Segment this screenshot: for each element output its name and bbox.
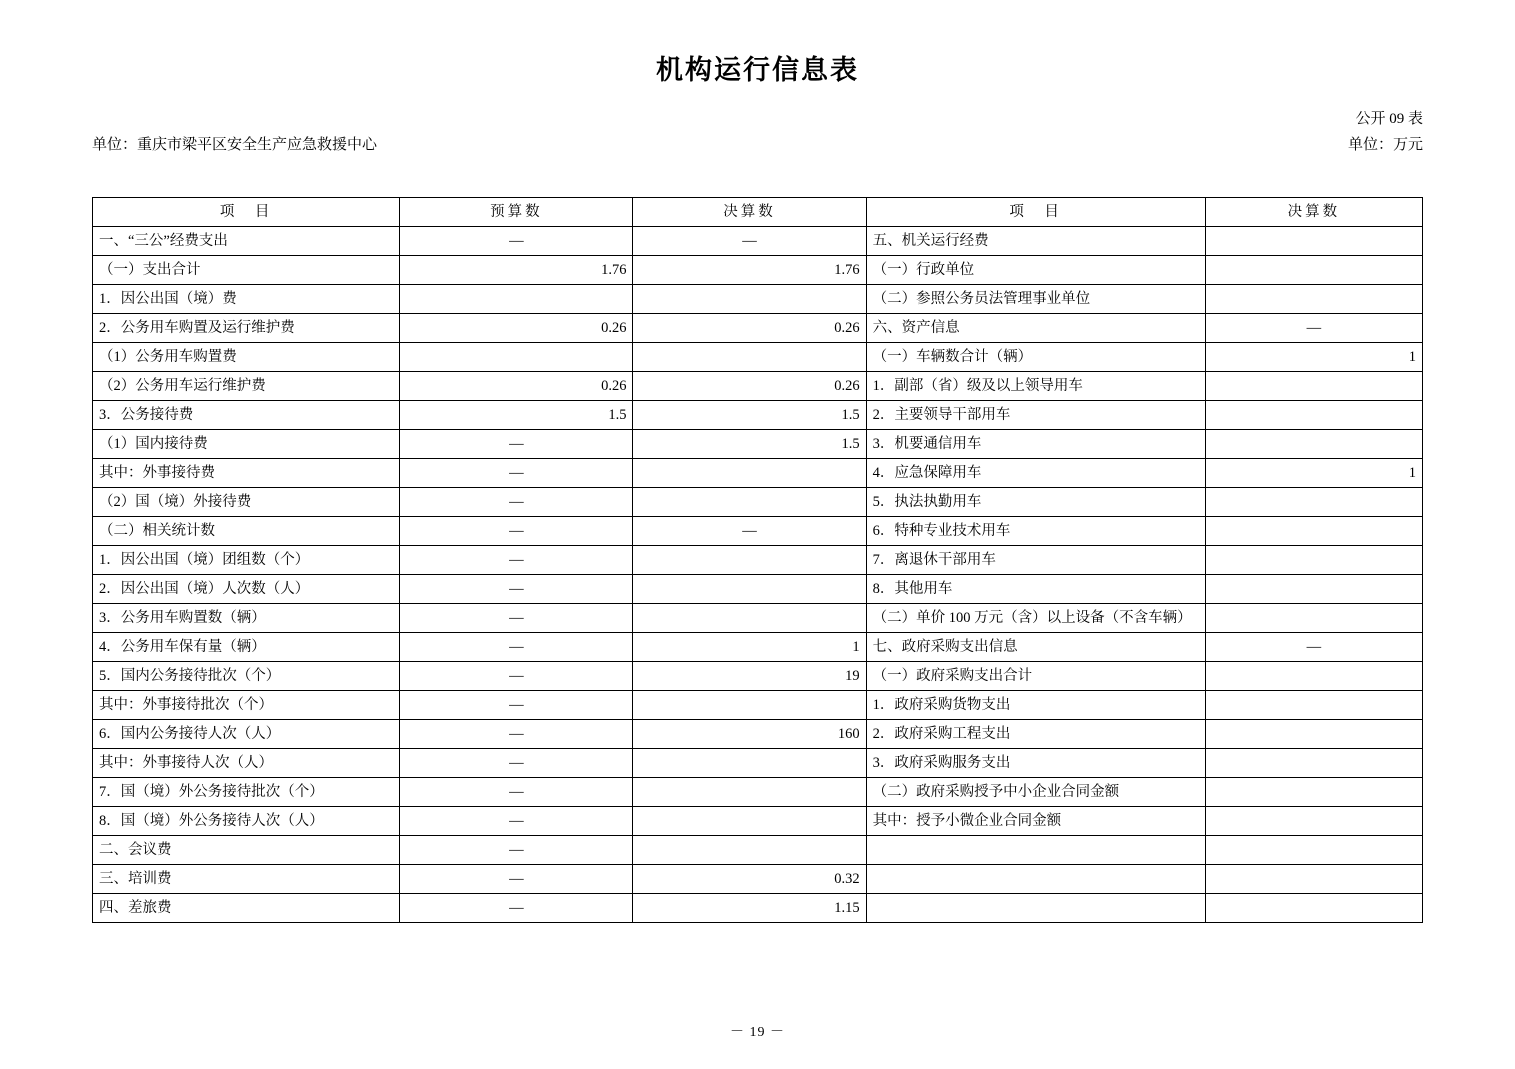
table-row	[93, 372, 1423, 401]
row-final-value	[633, 691, 866, 720]
row-label-left: 6．国内公务接待人次（人）	[93, 720, 400, 749]
table-row	[93, 807, 1423, 836]
row-budget-value: —	[400, 691, 633, 720]
row-final-value-right: —	[1205, 633, 1422, 662]
table-row	[93, 401, 1423, 430]
row-label-left: 四、差旅费	[93, 894, 400, 923]
row-final-value-right	[1205, 691, 1422, 720]
main-table-wrapper	[92, 197, 1423, 923]
row-final-value-right	[1205, 894, 1422, 923]
row-label-left: 5．国内公务接待批次（个）	[93, 662, 400, 691]
row-label-right: 3．政府采购服务支出	[866, 749, 1205, 778]
row-label-left: 二、会议费	[93, 836, 400, 865]
row-final-value	[633, 749, 866, 778]
table-row	[93, 430, 1423, 459]
table-row	[93, 488, 1423, 517]
row-budget-value: 1.5	[400, 401, 633, 430]
row-final-value-right	[1205, 430, 1422, 459]
row-final-value-right	[1205, 720, 1422, 749]
row-label-right: （二）单价 100 万元（含）以上设备（不含车辆）	[866, 604, 1205, 633]
row-label-right: 6．特种专业技术用车	[866, 517, 1205, 546]
row-final-value-right	[1205, 372, 1422, 401]
table-row	[93, 227, 1423, 256]
row-label-right: （一）政府采购支出合计	[866, 662, 1205, 691]
document-meta	[92, 87, 1423, 153]
table-row	[93, 865, 1423, 894]
table-row	[93, 662, 1423, 691]
row-budget-value: —	[400, 546, 633, 575]
row-label-left: 其中：外事接待费	[93, 459, 400, 488]
table-row	[93, 546, 1423, 575]
row-label-left: （二）相关统计数	[93, 517, 400, 546]
row-final-value	[633, 575, 866, 604]
row-final-value	[633, 604, 866, 633]
amount-unit: 单位：万元	[1347, 137, 1423, 153]
row-final-value	[633, 836, 866, 865]
row-final-value: 1.5	[633, 401, 866, 430]
institution-operation-table	[92, 197, 1423, 923]
row-budget-value: —	[400, 836, 633, 865]
row-budget-value: 0.26	[400, 314, 633, 343]
table-row	[93, 256, 1423, 285]
row-final-value-right	[1205, 575, 1422, 604]
header-final-right: 决算数	[1205, 198, 1422, 227]
row-final-value	[633, 546, 866, 575]
header-budget: 预算数	[400, 198, 633, 227]
row-final-value: 1	[633, 633, 866, 662]
row-label-left: 2．公务用车购置及运行维护费	[93, 314, 400, 343]
row-final-value-right: 1	[1205, 459, 1422, 488]
row-label-right: 六、资产信息	[866, 314, 1205, 343]
row-final-value-right	[1205, 836, 1422, 865]
row-budget-value: —	[400, 778, 633, 807]
row-label-left: （一）支出合计	[93, 256, 400, 285]
row-label-left: 1．因公出国（境）团组数（个）	[93, 546, 400, 575]
table-row	[93, 778, 1423, 807]
row-label-right: 2．主要领导干部用车	[866, 401, 1205, 430]
row-budget-value	[400, 285, 633, 314]
page-footer-number: － 19 －	[730, 1025, 785, 1040]
row-final-value-right	[1205, 227, 1422, 256]
row-label-right: （二）政府采购授予中小企业合同金额	[866, 778, 1205, 807]
row-label-left: （2）国（境）外接待费	[93, 488, 400, 517]
row-budget-value: —	[400, 894, 633, 923]
row-final-value: 160	[633, 720, 866, 749]
row-label-left: （2）公务用车运行维护费	[93, 372, 400, 401]
header-final: 决算数	[633, 198, 866, 227]
row-final-value: 0.26	[633, 372, 866, 401]
row-final-value-right	[1205, 662, 1422, 691]
row-label-right	[866, 894, 1205, 923]
table-row	[93, 285, 1423, 314]
row-label-left: 其中：外事接待人次（人）	[93, 749, 400, 778]
row-label-right: （二）参照公务员法管理事业单位	[866, 285, 1205, 314]
row-final-value-right	[1205, 401, 1422, 430]
row-label-left: 3．公务用车购置数（辆）	[93, 604, 400, 633]
table-row	[93, 604, 1423, 633]
row-budget-value: —	[400, 662, 633, 691]
row-final-value	[633, 285, 866, 314]
row-final-value: 1.15	[633, 894, 866, 923]
row-label-right: 4．应急保障用车	[866, 459, 1205, 488]
row-final-value: 19	[633, 662, 866, 691]
row-final-value-right	[1205, 807, 1422, 836]
row-label-right: 2．政府采购工程支出	[866, 720, 1205, 749]
row-final-value-right	[1205, 488, 1422, 517]
row-label-right: 1．副部（省）级及以上领导用车	[866, 372, 1205, 401]
row-final-value: —	[633, 517, 866, 546]
row-budget-value: —	[400, 604, 633, 633]
row-budget-value: —	[400, 633, 633, 662]
row-label-right: 七、政府采购支出信息	[866, 633, 1205, 662]
row-label-right: （一）车辆数合计（辆）	[866, 343, 1205, 372]
row-label-left: 三、培训费	[93, 865, 400, 894]
row-final-value-right	[1205, 604, 1422, 633]
table-row	[93, 749, 1423, 778]
row-final-value: 1.76	[633, 256, 866, 285]
row-label-right: 3．机要通信用车	[866, 430, 1205, 459]
page-title: 机构运行信息表	[656, 55, 859, 85]
row-final-value: 1.5	[633, 430, 866, 459]
header-item-left: 项 目	[93, 198, 400, 227]
row-budget-value: —	[400, 459, 633, 488]
form-code: 公开 09 表	[1355, 111, 1423, 127]
row-budget-value: —	[400, 865, 633, 894]
table-row	[93, 836, 1423, 865]
row-label-left: 一、“三公”经费支出	[93, 227, 400, 256]
row-budget-value: —	[400, 227, 633, 256]
row-final-value: —	[633, 227, 866, 256]
row-label-right: 其中：授予小微企业合同金额	[866, 807, 1205, 836]
row-final-value-right: 1	[1205, 343, 1422, 372]
row-budget-value: —	[400, 517, 633, 546]
row-label-left: 7．国（境）外公务接待批次（个）	[93, 778, 400, 807]
row-final-value: 0.26	[633, 314, 866, 343]
row-label-left: （1）公务用车购置费	[93, 343, 400, 372]
row-final-value-right	[1205, 865, 1422, 894]
row-label-left: 其中：外事接待批次（个）	[93, 691, 400, 720]
row-budget-value: —	[400, 807, 633, 836]
row-final-value	[633, 807, 866, 836]
row-label-right: 7．离退休干部用车	[866, 546, 1205, 575]
row-label-right: 五、机关运行经费	[866, 227, 1205, 256]
row-budget-value: —	[400, 749, 633, 778]
table-row	[93, 517, 1423, 546]
row-label-left: 8．国（境）外公务接待人次（人）	[93, 807, 400, 836]
row-budget-value: —	[400, 430, 633, 459]
row-label-left: 1．因公出国（境）费	[93, 285, 400, 314]
row-budget-value: —	[400, 575, 633, 604]
row-final-value-right	[1205, 285, 1422, 314]
row-budget-value: 1.76	[400, 256, 633, 285]
table-body	[93, 227, 1423, 923]
table-row	[93, 343, 1423, 372]
row-final-value-right: —	[1205, 314, 1422, 343]
row-label-left: （1）国内接待费	[93, 430, 400, 459]
row-final-value-right	[1205, 778, 1422, 807]
row-budget-value: —	[400, 488, 633, 517]
row-label-left: 4．公务用车保有量（辆）	[93, 633, 400, 662]
table-row	[93, 894, 1423, 923]
table-row	[93, 633, 1423, 662]
table-row	[93, 314, 1423, 343]
row-final-value	[633, 343, 866, 372]
row-final-value-right	[1205, 546, 1422, 575]
table-row	[93, 459, 1423, 488]
row-final-value-right	[1205, 749, 1422, 778]
row-label-right: 5．执法执勤用车	[866, 488, 1205, 517]
table-header-row	[93, 198, 1423, 227]
row-final-value-right	[1205, 256, 1422, 285]
header-item-right: 项 目	[866, 198, 1205, 227]
row-final-value	[633, 459, 866, 488]
row-final-value-right	[1205, 517, 1422, 546]
row-label-right: （一）行政单位	[866, 256, 1205, 285]
row-final-value: 0.32	[633, 865, 866, 894]
row-label-right: 1．政府采购货物支出	[866, 691, 1205, 720]
row-budget-value: 0.26	[400, 372, 633, 401]
row-label-right: 8．其他用车	[866, 575, 1205, 604]
row-final-value	[633, 778, 866, 807]
unit-name: 单位：重庆市梁平区安全生产应急救援中心	[92, 137, 378, 153]
row-budget-value	[400, 343, 633, 372]
row-budget-value: —	[400, 720, 633, 749]
row-label-left: 3．公务接待费	[93, 401, 400, 430]
row-label-right	[866, 836, 1205, 865]
row-label-right	[866, 865, 1205, 894]
row-final-value	[633, 488, 866, 517]
table-row	[93, 575, 1423, 604]
table-row	[93, 691, 1423, 720]
table-row	[93, 720, 1423, 749]
row-label-left: 2．因公出国（境）人次数（人）	[93, 575, 400, 604]
